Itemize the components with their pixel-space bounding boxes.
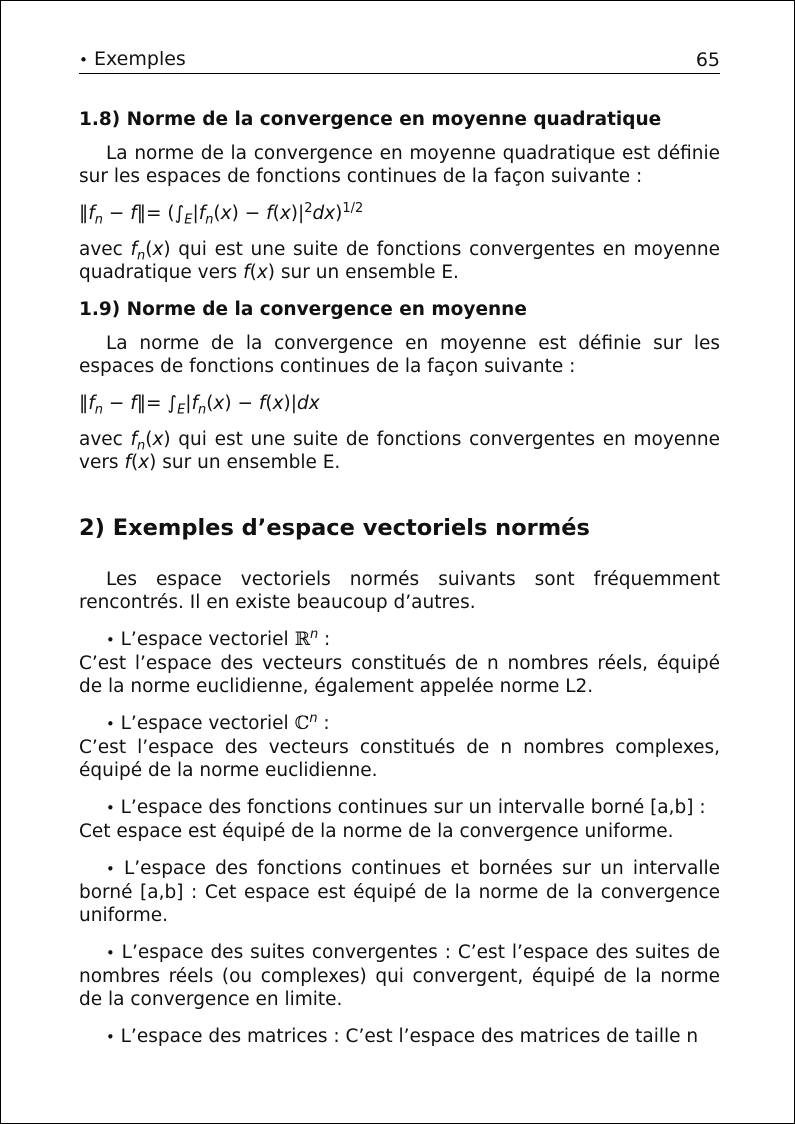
header-section: • Exemples [79, 48, 186, 70]
section-1-9-intro: La norme de la convergence en moyenne est définie sur les espaces de fonctions continues de la façon suivante : [79, 333, 720, 377]
section-1-9-explanation: avec $f_n(x)$ qui est une suite de fonctions convergentes en moyenne vers f(x) sur un ensemble E. [79, 429, 720, 473]
section-1-9-title: 1.9) Norme de la convergence en moyenne [79, 299, 527, 320]
document-body [79, 108, 720, 1049]
list-item-continuous-functions: • L’espace des fonctions continues sur un intervalle borné [a,b] : Cet espace est équipé de la norme de la convergence uniforme. [79, 797, 706, 842]
section-2-intro: Les espace vectoriels normés suivants sont fréquemment rencontrés. Il en existe beaucoup d’autres. [79, 569, 720, 613]
section-1-8-intro: La norme de la convergence en moyenne quadratique est définie sur les espaces de fonctions continues de la façon suivante : [79, 143, 720, 187]
section-1-8-explanation: avec $f_n(x)$ qui est une suite de fonctions convergentes en moyenne quadratique vers f(x) sur un ensemble E. [79, 239, 720, 283]
formula-mean-norm: $‖f_n$ − f‖= $\int_E|f_n(x) - f(x)|dx$ [79, 393, 320, 418]
list-item-cn: • L’espace vectoriel ℂ$^n$ : C’est l’espace des vecteurs constitués de n nombres complexes, équipé de la norme euclidienne. [79, 710, 720, 781]
page-header [79, 47, 720, 74]
page-content [79, 47, 720, 1049]
list-item-bounded-functions: • L’espace des fonctions continues et bornées sur un intervalle borné [a,b] : Cet espace est équipé de la norme de la convergence uniforme. [79, 858, 720, 926]
page-number: 65 [695, 49, 720, 71]
formula-quadratic-norm: $‖f_n$ − f‖= $(\int_E|f_n(x) - f(x)|^2dx)^{1/2}$ [79, 200, 364, 228]
list-item-rn: • L’espace vectoriel ℝ$^n$ : C’est l’espace des vecteurs constitués de n nombres réels, équipé de la norme euclidienne, également appelée norme L2. [79, 626, 720, 697]
section-1-8-title: 1.8) Norme de la convergence en moyenne quadratique [79, 109, 662, 130]
section-2-title: 2) Exemples d’espace vectoriels normés [79, 515, 590, 541]
list-item-convergent-sequences: • L’espace des suites convergentes : C’est l’espace des suites de nombres réels (ou complexes) qui convergent, équipé de la norme de la convergence en limite. [79, 942, 720, 1010]
list-item-matrices: • L’espace des matrices : C’est l’espace des matrices de taille n [106, 1026, 699, 1047]
